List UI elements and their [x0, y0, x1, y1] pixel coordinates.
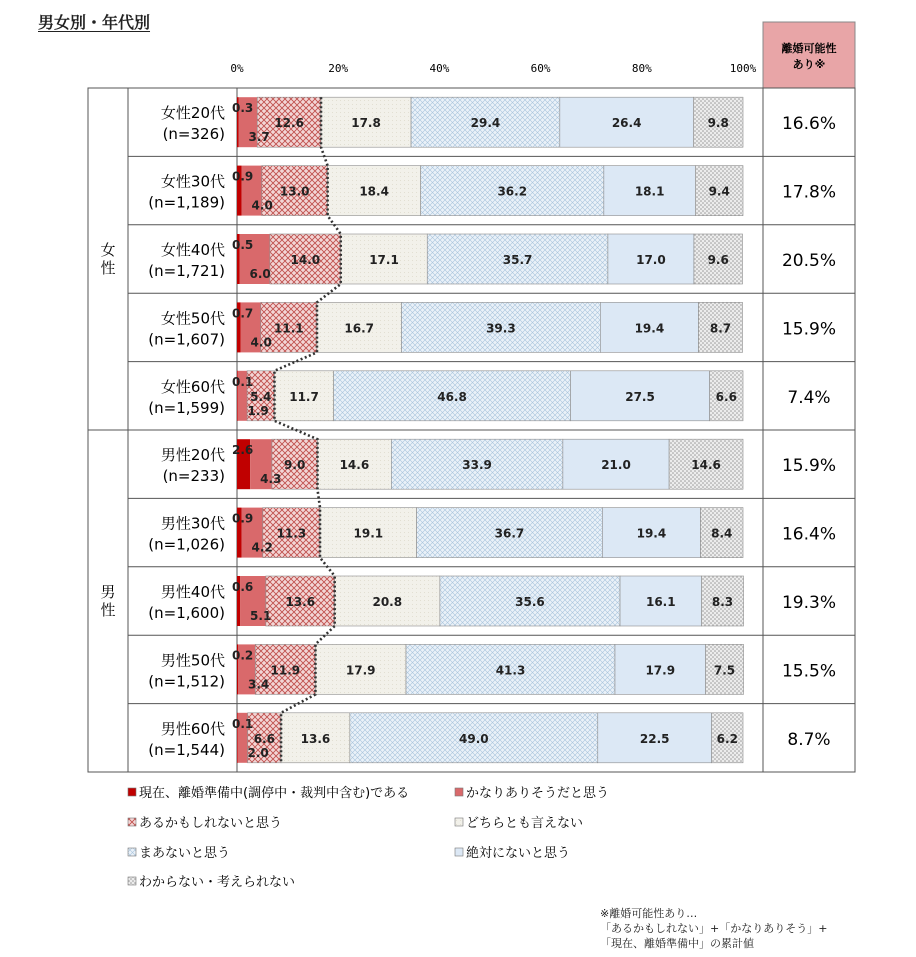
category-n-label: (n=1,607) — [148, 330, 225, 349]
legend-swatch — [128, 788, 136, 796]
data-label: 16.1 — [645, 595, 676, 609]
data-label: 11.7 — [289, 389, 319, 404]
data-label: 49.0 — [459, 731, 489, 746]
data-label: 6.0 — [249, 267, 271, 281]
data-label: 0.1 — [232, 374, 254, 389]
legend-label: まあないと思う — [139, 846, 231, 861]
right-value: 15.9% — [781, 319, 837, 340]
data-label: 29.4 — [470, 116, 501, 131]
data-label: 6.2 — [716, 731, 738, 746]
category-label: 女性40代 — [160, 241, 225, 259]
category-label: 女性60代 — [160, 377, 225, 396]
x-tick-label: 0% — [230, 62, 244, 75]
data-label: 8.4 — [711, 526, 733, 541]
category-label: 女性30代 — [160, 172, 225, 191]
group-label: 女 — [100, 241, 116, 259]
data-label: 14.6 — [339, 458, 370, 473]
data-label: 41.3 — [495, 663, 526, 678]
category-label: 男性50代 — [160, 651, 225, 670]
data-label: 4.0 — [250, 335, 272, 350]
data-label: 2.6 — [232, 443, 254, 458]
category-n-label: (n=326) — [162, 125, 225, 144]
category-label: 男性40代 — [160, 583, 225, 601]
category-n-label: (n=1,544) — [148, 740, 225, 759]
data-label: 17.0 — [636, 253, 666, 267]
data-label: 7.5 — [713, 663, 736, 678]
data-label: 16.7 — [344, 321, 375, 336]
data-label: 36.7 — [494, 526, 525, 541]
data-label: 0.2 — [232, 648, 254, 663]
category-label: 男性20代 — [160, 446, 225, 465]
x-tick-label: 40% — [429, 62, 450, 75]
legend-swatch — [128, 848, 136, 856]
data-label: 8.3 — [711, 595, 734, 609]
data-label: 17.8 — [351, 116, 381, 131]
data-label: 33.9 — [462, 458, 492, 473]
data-label: 19.4 — [636, 526, 667, 541]
legend-swatch — [455, 848, 463, 856]
right-header-line-2: あり※ — [792, 58, 826, 71]
data-label: 9.4 — [708, 184, 730, 199]
data-label: 26.4 — [611, 116, 642, 131]
data-label: 8.7 — [709, 321, 732, 336]
category-label: 男性30代 — [160, 514, 225, 533]
data-label: 35.6 — [515, 595, 545, 609]
data-label: 9.6 — [707, 253, 729, 267]
data-label: 4.3 — [260, 472, 282, 487]
category-n-label: (n=233) — [162, 467, 225, 486]
category-n-label: (n=1,026) — [148, 535, 225, 554]
data-label: 0.6 — [232, 580, 254, 594]
data-label: 17.9 — [645, 663, 676, 678]
data-label: 39.3 — [486, 321, 516, 336]
legend-swatch — [455, 818, 463, 826]
right-header-box — [763, 22, 855, 88]
data-label: 0.1 — [232, 716, 254, 731]
group-label: 男 — [100, 583, 116, 601]
right-value: 17.8% — [781, 182, 837, 203]
data-label: 0.9 — [232, 511, 254, 526]
data-label: 13.0 — [279, 184, 310, 199]
data-label: 11.3 — [276, 526, 307, 541]
category-n-label: (n=1,512) — [148, 672, 225, 691]
data-label: 4.0 — [251, 198, 273, 213]
data-label: 0.9 — [232, 169, 254, 184]
category-label: 女性50代 — [160, 309, 225, 328]
legend-label: 現在、離婚準備中(調停中・裁判中含む)である — [139, 786, 410, 801]
category-n-label: (n=1,599) — [148, 398, 225, 417]
right-header-line-1: 離婚可能性 — [781, 42, 837, 55]
legend-swatch — [455, 788, 463, 796]
data-label: 5.1 — [250, 609, 272, 623]
legend-label: 絶対にないと思う — [466, 846, 571, 861]
data-label: 2.0 — [247, 745, 269, 760]
legend-label: あるかもしれないと思う — [139, 816, 283, 831]
data-label: 17.1 — [369, 253, 399, 267]
data-label: 3.7 — [248, 130, 270, 145]
right-value: 20.5% — [781, 251, 837, 271]
right-value: 15.9% — [781, 456, 837, 477]
data-label: 6.6 — [253, 731, 275, 746]
category-n-label: (n=1,600) — [148, 604, 225, 622]
chart-legend — [128, 785, 609, 890]
data-label: 11.1 — [274, 321, 304, 336]
category-label: 男性60代 — [160, 719, 225, 738]
right-value: 8.7% — [787, 729, 831, 750]
data-label: 6.6 — [715, 389, 737, 404]
legend-label: どちらとも言えない — [466, 816, 584, 831]
data-label: 14.6 — [691, 458, 721, 473]
data-label: 22.5 — [639, 731, 670, 746]
data-label: 3.4 — [248, 677, 270, 692]
right-value: 19.3% — [781, 593, 837, 613]
legend-swatch — [128, 877, 136, 885]
page-title: 男女別・年代別 — [38, 13, 151, 32]
data-label: 18.4 — [359, 184, 389, 199]
group-label: 性 — [100, 259, 116, 277]
data-label: 35.7 — [502, 253, 533, 267]
data-label: 12.6 — [274, 116, 304, 131]
data-label: 19.1 — [353, 526, 384, 541]
data-label: 0.7 — [232, 306, 254, 321]
data-label: 4.2 — [251, 540, 273, 555]
data-label: 1.9 — [247, 403, 269, 418]
data-label: 21.0 — [601, 458, 631, 473]
category-n-label: (n=1,189) — [148, 193, 225, 212]
x-tick-label: 100% — [729, 62, 757, 75]
data-label: 11.9 — [270, 663, 301, 678]
data-label: 13.6 — [285, 595, 316, 609]
category-n-label: (n=1,721) — [148, 262, 225, 280]
data-label: 20.8 — [372, 595, 403, 609]
right-value: 7.4% — [787, 387, 831, 408]
data-label: 5.4 — [250, 389, 272, 404]
data-label: 0.3 — [232, 101, 254, 116]
data-label: 17.9 — [345, 663, 376, 678]
data-label: 18.1 — [634, 184, 665, 199]
legend-label: わからない・考えられない — [139, 875, 296, 890]
group-label: 性 — [100, 601, 116, 619]
x-tick-label: 60% — [530, 62, 551, 75]
right-value: 16.4% — [781, 524, 837, 545]
data-label: 36.2 — [497, 184, 528, 199]
data-label: 13.6 — [300, 731, 331, 746]
category-label: 女性20代 — [160, 104, 225, 123]
data-label: 19.4 — [634, 321, 665, 336]
data-label: 0.5 — [232, 238, 254, 252]
x-tick-label: 20% — [328, 62, 349, 75]
data-label: 14.0 — [290, 253, 321, 267]
right-value: 15.5% — [781, 661, 837, 682]
footnote-line-3: 「現在、離婚準備中」の累計値 — [600, 937, 754, 950]
legend-swatch — [128, 818, 136, 826]
x-tick-label: 80% — [631, 62, 652, 75]
footnote-line-1: ※離婚可能性あり… — [600, 907, 698, 920]
data-label: 9.8 — [707, 116, 729, 131]
data-label: 9.0 — [284, 458, 306, 473]
data-label: 27.5 — [625, 389, 655, 404]
footnote-line-2: 「あるかもしれない」+「かなりありそう」+ — [600, 922, 828, 935]
right-value: 16.6% — [781, 114, 837, 135]
data-label: 46.8 — [437, 389, 467, 404]
legend-label: かなりありそうだと思う — [466, 786, 610, 801]
